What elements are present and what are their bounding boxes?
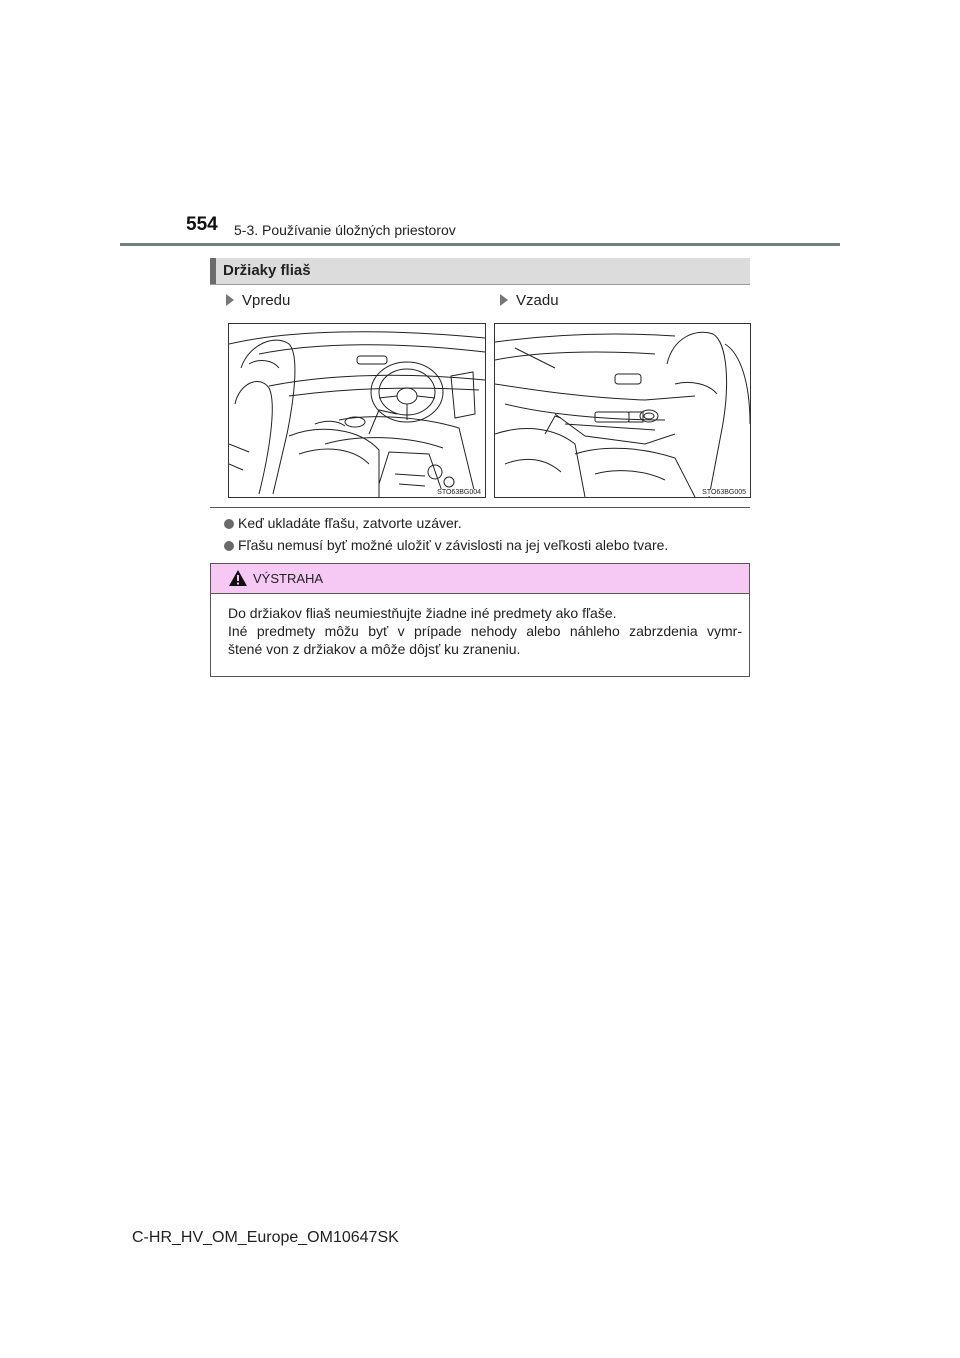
bullet-dot-icon bbox=[224, 519, 234, 529]
header-rule bbox=[120, 243, 840, 246]
warning-box bbox=[210, 563, 750, 677]
warning-header bbox=[211, 564, 749, 594]
bullet-item: Fľašu nemusí byť možné uložiť v závislosti na jej veľkosti alebo tvare. bbox=[224, 537, 668, 553]
subheading-front: Vpredu bbox=[226, 292, 290, 309]
heading-bar bbox=[210, 258, 750, 285]
triangle-bullet-icon bbox=[226, 294, 234, 306]
bullet-dot-icon bbox=[224, 541, 234, 551]
warning-body bbox=[228, 604, 742, 658]
warning-line: štené von z držiakov a môže dôjsť ku zraneniu. bbox=[228, 641, 521, 657]
warning-title: VÝSTRAHA bbox=[253, 571, 324, 586]
heading-title: Držiaky fliaš bbox=[223, 262, 311, 279]
figure-code: STO63BG004 bbox=[437, 489, 481, 496]
section-divider bbox=[210, 507, 750, 508]
footer-doc-id: C-HR_HV_OM_Europe_OM10647SK bbox=[132, 1229, 399, 1246]
front-illustration bbox=[228, 323, 486, 498]
warning-line: Iné predmety môžu byť v prípade nehody alebo náhleho zabrzdenia vymr- bbox=[228, 623, 742, 639]
warning-triangle-icon bbox=[228, 569, 248, 587]
bullet-item: Keď ukladáte fľašu, zatvorte uzáver. bbox=[224, 515, 462, 531]
page-number: 554 bbox=[186, 214, 218, 235]
heading-marker bbox=[210, 258, 216, 284]
warning-line: Do držiakov fliaš neumiestňujte žiadne iné predmety ako fľaše. bbox=[228, 605, 617, 621]
rear-illustration bbox=[494, 323, 751, 498]
triangle-bullet-icon bbox=[500, 294, 508, 306]
figure-code: STO63BG005 bbox=[702, 489, 746, 496]
section-title: 5-3. Používanie úložných priestorov bbox=[234, 222, 456, 238]
subheading-rear: Vzadu bbox=[500, 292, 559, 309]
